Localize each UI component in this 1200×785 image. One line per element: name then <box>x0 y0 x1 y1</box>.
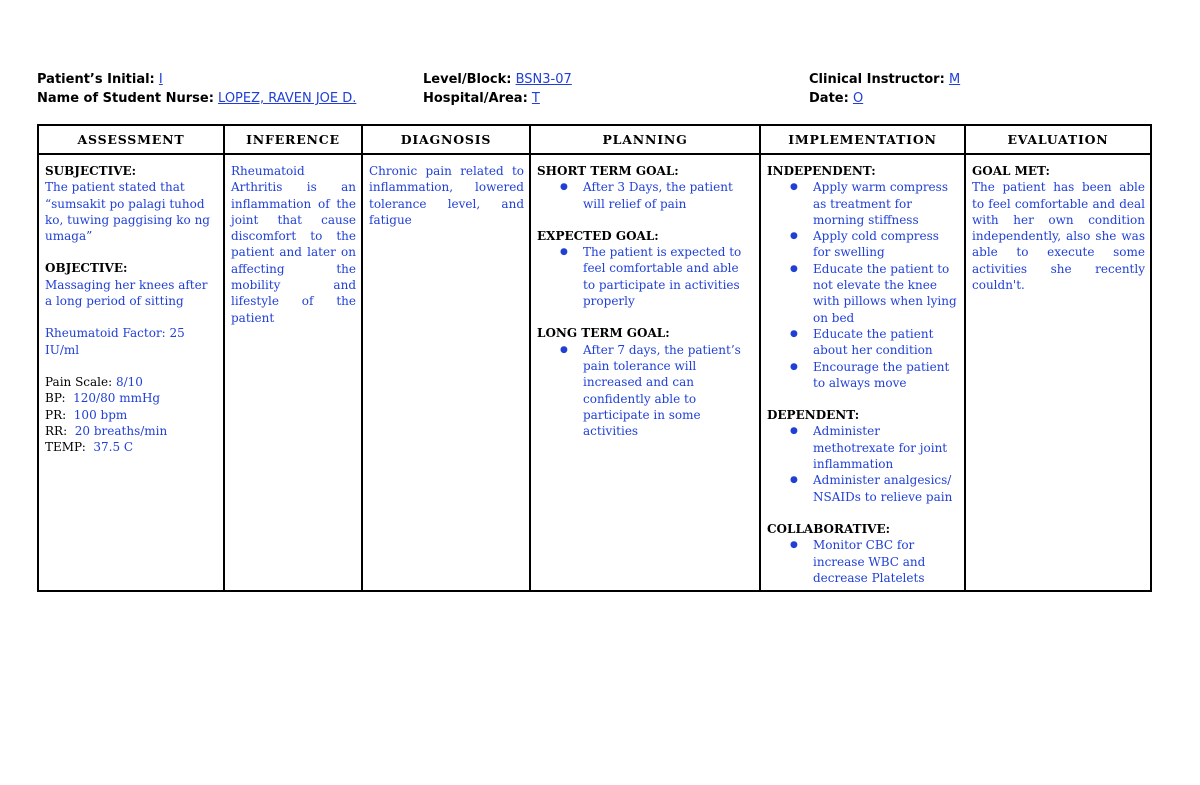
collaborative-list <box>767 537 959 586</box>
vital-label: PR: <box>45 407 67 422</box>
patient-initial-value: I <box>158 72 163 87</box>
long-term-goal-label: LONG TERM GOAL: <box>537 326 670 341</box>
diagnosis-text: Chronic pain related to inflammation, lowered tolerance level, and fatigue <box>369 164 524 227</box>
clinical-instructor-label: Clinical Instructor: <box>809 72 945 87</box>
vital-value: 20 breaths/min <box>74 423 168 438</box>
col-header-implementation: IMPLEMENTATION <box>760 125 965 154</box>
clinical-instructor-value: M <box>948 72 961 87</box>
list-item: ● After 7 days, the patient’s pain tolerance will increased and can confidently able to participate in some activities <box>557 342 754 440</box>
hospital-area-value: T <box>531 91 540 106</box>
long-term-goal-list <box>537 342 754 440</box>
independent-label: INDEPENDENT: <box>767 164 876 178</box>
col-header-planning: PLANNING <box>530 125 760 154</box>
table-row <box>38 154 1151 591</box>
list-item: ● Administer methotrexate for joint inflammation <box>787 423 959 472</box>
col-header-diagnosis: DIAGNOSIS <box>362 125 530 154</box>
header-column-left <box>37 70 356 108</box>
planning-cell <box>530 154 760 591</box>
vital-pr <box>45 407 218 423</box>
vital-value: 37.5 C <box>93 440 134 455</box>
diagnosis-cell <box>362 154 530 591</box>
vital-rr <box>45 423 218 439</box>
table-header-row <box>38 125 1151 154</box>
assessment-cell <box>38 154 224 591</box>
short-term-goal-label: SHORT TERM GOAL: <box>537 164 679 178</box>
student-nurse-value: LOPEZ, RAVEN JOE D. <box>218 91 357 106</box>
list-item: ● Educate the patient to not elevate the knee with pillows when lying on bed <box>787 261 959 326</box>
objective-text: Massaging her knees after a long period of sitting <box>45 277 208 309</box>
subjective-text: The patient stated that “sumsakit po palagi tuhod ko, tuwing paggising ko ng umaga” <box>45 180 210 244</box>
vital-pain-scale <box>45 374 218 390</box>
header-column-right <box>809 70 960 108</box>
vital-value: 120/80 mmHg <box>73 391 161 406</box>
vital-temp <box>45 439 218 455</box>
list-item: ● Monitor CBC for increase WBC and decrease Platelets <box>787 537 959 586</box>
evaluation-cell <box>965 154 1151 591</box>
list-item: ● Administer analgesics/ NSAIDs to relieve pain <box>787 472 959 505</box>
vital-bp <box>45 390 218 406</box>
expected-goal-label: EXPECTED GOAL: <box>537 228 659 243</box>
col-header-evaluation: EVALUATION <box>965 125 1151 154</box>
vital-label: Pain Scale: <box>45 374 113 389</box>
independent-list <box>767 179 959 391</box>
implementation-cell <box>760 154 965 591</box>
objective-label: OBJECTIVE: <box>45 261 128 276</box>
list-item: ● Encourage the patient to always move <box>787 359 959 392</box>
vital-value: 100 bpm <box>73 407 128 422</box>
date-value: O <box>852 91 864 106</box>
list-item: ● The patient is expected to feel comfortable and able to participate in activities properly <box>557 244 754 309</box>
list-item: ● Apply warm compress as treatment for morning stiffness <box>787 179 959 228</box>
header-column-middle <box>423 70 572 108</box>
date-label: Date: <box>809 91 849 106</box>
level-block-label: Level/Block: <box>423 72 512 87</box>
dependent-list <box>767 423 959 504</box>
vital-label: RR: <box>45 423 68 438</box>
vital-label: BP: <box>45 391 66 406</box>
patient-initial-label: Patient’s Initial: <box>37 72 155 87</box>
student-nurse-label: Name of Student Nurse: <box>37 91 214 106</box>
col-header-inference: INFERENCE <box>224 125 362 154</box>
short-term-goal-list <box>537 179 754 212</box>
collaborative-label: COLLABORATIVE: <box>767 521 891 536</box>
vital-value: 8/10 <box>115 374 143 389</box>
list-item: ● Educate the patient about her condition <box>787 326 959 359</box>
form-header <box>37 70 1152 110</box>
rheumatoid-factor: Rheumatoid Factor: 25 IU/ml <box>45 326 185 357</box>
hospital-area-label: Hospital/Area: <box>423 91 528 106</box>
level-block-value: BSN3-07 <box>515 72 572 87</box>
subjective-label: SUBJECTIVE: <box>45 164 137 178</box>
nursing-care-plan-table <box>37 124 1152 592</box>
col-header-assessment: ASSESSMENT <box>38 125 224 154</box>
goal-met-label: GOAL MET: <box>972 164 1050 178</box>
evaluation-text: The patient has been able to feel comfortable and deal with her own condition independently, also she was able to execute some activities she recently couldn't. <box>972 180 1145 293</box>
inference-cell <box>224 154 362 591</box>
expected-goal-list <box>537 244 754 309</box>
vital-label: TEMP: <box>45 440 86 455</box>
list-item: ● Apply cold compress for swelling <box>787 228 959 261</box>
dependent-label: DEPENDENT: <box>767 408 860 423</box>
inference-text: Rheumatoid Arthritis is an inflammation of the joint that cause discomfort to the patient and later on affecting the mobility and lifestyle of the patient <box>231 164 356 325</box>
list-item: ● After 3 Days, the patient will relief of pain <box>557 179 754 212</box>
